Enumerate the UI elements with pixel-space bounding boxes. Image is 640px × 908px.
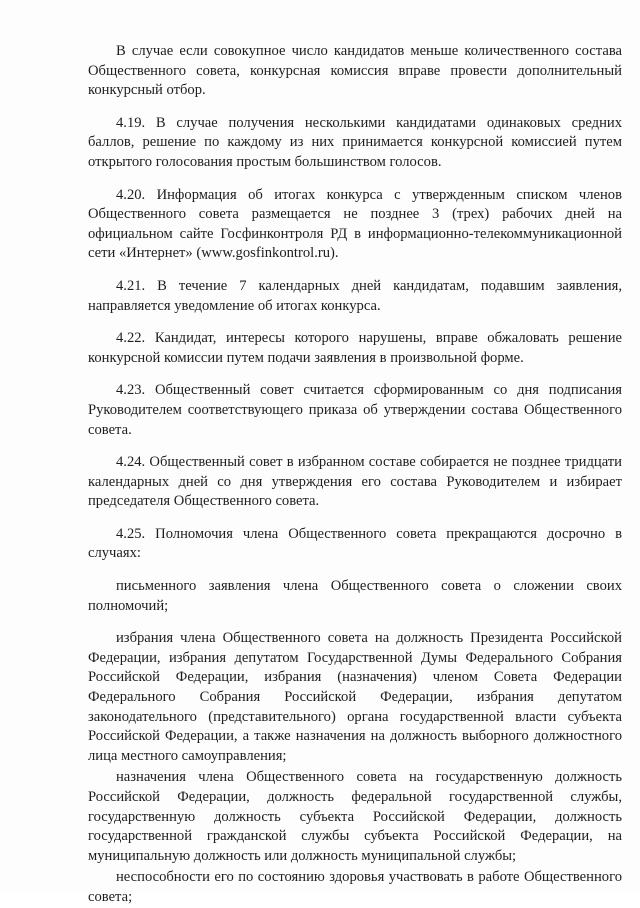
document-body [88, 42, 622, 908]
paragraph-4-24: 4.24. Общественный совет в избранном составе собирается не позднее тридцати календарных дней со дня утверждения его состава Руководителем и избирает председателя Общественного совета. [88, 454, 622, 510]
list-item-election: избрания члена Общественного совета на должность Президента Российской Федерации, избрания депутатом Государственной Думы Федерального Собрания Российской Федерации, избрания (назначения) членом Совета Федерации Федерального Собрания Российской Федерации, избрания депутатом законодательного (представительного) органа государственной власти субъекта Российской Федерации, а также назначения на должность выборного должностного лица местного самоуправления; [88, 630, 622, 764]
paragraph-4-19: 4.19. В случае получения несколькими кандидатами одинаковых средних баллов, решение по каждому из них принимается конкурсной комиссией путем открытого голосования простым большинством голосов. [88, 114, 622, 170]
paragraph-4-23: 4.23. Общественный совет считается сформированным со дня подписания Руководителем соответствующего приказа об утверждении состава Общественного совета. [88, 382, 622, 438]
list-item-appointment: назначения члена Общественного совета на государственную должность Российской Федерации, должность федеральной государственной службы, государственную должность субъекта Российской Федерации, должность государственной гражданской службы субъекта Российской Федерации, на муниципальную должность или должность муниципальной службы; [88, 769, 622, 864]
paragraph-4-20: 4.20. Информация об итогах конкурса с утвержденным списком членов Общественного совета размещается не позднее 3 (трех) рабочих дней на официальном сайте Госфинконтроля РД в информационно-телекоммуникационной сети «Интернет» (www.gosfinkontrol.ru). [88, 186, 622, 262]
list-item-written-statement: письменного заявления члена Общественного совета о сложении своих полномочий; [88, 578, 622, 614]
paragraph-additional-selection: В случае если совокупное число кандидатов меньше количественного состава Общественного совета, конкурсная комиссия вправе провести дополнительный конкурсный отбор. [88, 43, 622, 99]
paragraph-4-22: 4.22. Кандидат, интересы которого нарушены, вправе обжаловать решение конкурсной комиссии путем подачи заявления в произвольной форме. [88, 330, 622, 366]
list-item-health: неспособности его по состоянию здоровья участвовать в работе Общественного совета; [88, 869, 622, 905]
paragraph-4-25: 4.25. Полномочия члена Общественного совета прекращаются досрочно в случаях: [88, 525, 622, 562]
paragraph-4-21: 4.21. В течение 7 календарных дней кандидатам, подавшим заявления, направляется уведомление об итогах конкурса. [88, 277, 622, 314]
